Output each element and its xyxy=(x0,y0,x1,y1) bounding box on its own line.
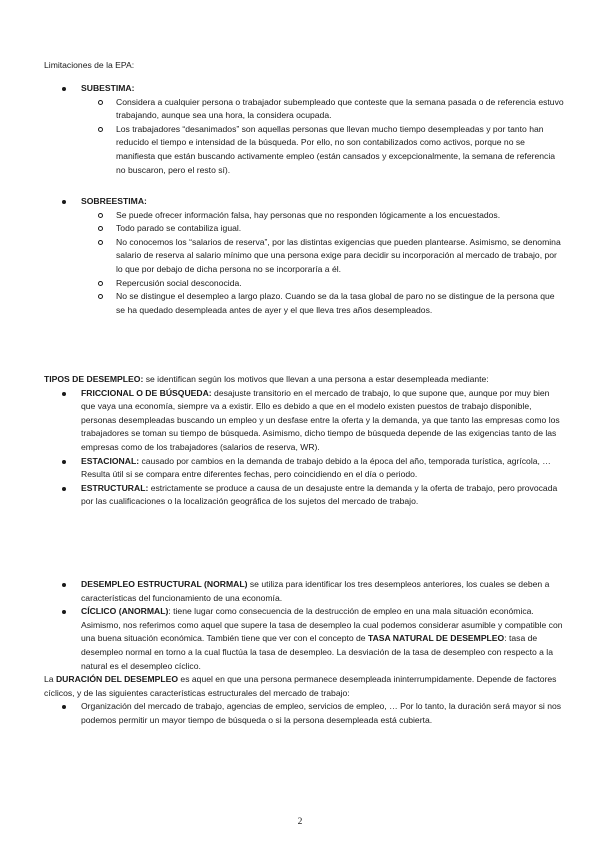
subestima-item: Considera a cualquier persona o trabajador subempleado que conteste que la semana pasada o de referencia estuvo trabajando, aunque sea una hora, la considera ocupada. xyxy=(44,96,564,123)
ciclico-label: CÍCLICO (ANORMAL) xyxy=(81,606,169,617)
ciclico-text: : tiene lugar como consecuencia de la destrucción de empleo en una mala situación económica. Asimismo, nos referimos como aquel que supere la tasa de desempleo la cual podemos considerar asumible y compatible con una buena situación económica. También tiene que ver con el concepto de xyxy=(81,606,563,644)
tipo-label: FRICCIONAL O DE BÚSQUEDA: xyxy=(81,387,212,398)
tipo-text: desajuste transitorio en el mercado de trabajo, lo que supone que, aunque por muy bien que vaya una economía, siempre va a existir. Ello es debido a que en el modelo existen puestos de trabajo disponible, personas desempleadas buscando un empleo y un desfase entre la oferta y la demanda, ya que tanto las empresas como los trabajadores se toman su tiempo de búsqueda. Asimismo, dicho tiempo de búsqueda depende de las exigencias tanto de las empresas como de los trabajadores (salarios de reserva, WR). xyxy=(81,387,560,452)
subestima-bullet xyxy=(44,82,564,96)
sobreestima-item: No conocemos los “salarios de reserva”, por las distintas exigencias que pueden plantearse. Asimismo, se denomina salario de reserva al salario mínimo que una persona exige para decidir su incorporación al mercado de trabajo, por lo que por debajo de dicha persona no se incorporaría a él. xyxy=(44,236,564,277)
tipos-heading: TIPOS DE DESEMPLEO: xyxy=(44,374,144,384)
tipo-item-friccional xyxy=(44,387,564,455)
tipos-section xyxy=(44,373,564,509)
sobreestima-item: Repercusión social desconocida. xyxy=(44,277,564,291)
tasa-natural-label: TASA NATURAL DE DESEMPLEO xyxy=(367,633,505,644)
duracion-item: Organización del mercado de trabajo, agencias de empleo, servicios de empleo, … Por lo tanto, la duración será mayor si nos podemos permitir un mayor tiempo de búsqueda o si la persona desempleada está cubierta. xyxy=(44,700,564,727)
tipo-text: estrictamente se produce a causa de un desajuste entre la demanda y la oferta de trabajo, pero provocada por las cualificaciones o la localización geográfica de los sujetos del mercado de trabajo. xyxy=(81,482,558,507)
duracion-post: es aquel en que una persona permanece desempleada ininterrumpidamente. Depende de factores cíclicos, y de las siguientes características estructurales del mercado de trabajo: xyxy=(44,674,557,698)
duracion-label: DURACIÓN DEL DESEMPLEO xyxy=(55,674,179,684)
sobreestima-label: SOBREESTIMA: xyxy=(81,196,147,206)
page-number: 2 xyxy=(297,817,303,827)
ciclico-item xyxy=(44,605,564,673)
estructural-normal-item xyxy=(44,578,564,605)
tipos-heading-text: se identifican según los motivos que llevan a una persona a estar desempleada mediante: xyxy=(143,374,489,384)
estructural-normal-text: se utiliza para identificar los tres desempleos anteriores, los cuales se deben a características del funcionamiento de una economía. xyxy=(81,579,550,603)
tipos-paragraph xyxy=(44,373,564,387)
sobreestima-item: No se distingue el desempleo a largo plazo. Cuando se da la tasa global de paro no se distingue de la persona que se ha quedado desempleada antes de ayer y el que lleva tres años desempleados. xyxy=(44,290,564,317)
sobreestima-section xyxy=(44,195,564,317)
tipo-item-estructural xyxy=(44,482,564,509)
sobreestima-item: Todo parado se contabiliza igual. xyxy=(44,222,564,236)
intro-line: Limitaciones de la EPA: xyxy=(44,60,135,70)
duracion-paragraph xyxy=(44,673,564,700)
tasa-natural-text: : tasa de desempleo normal en torno a la cual fluctúa la tasa de desempleo. La desviación de la tasa de desempleo con respecto a la natural es el desempleo cíclico. xyxy=(81,633,553,671)
duracion-pre: La xyxy=(44,674,56,684)
sobreestima-item: Se puede ofrecer información falsa, hay personas que no responden lógicamente a los encuestados. xyxy=(44,209,564,223)
tipo-label: ESTRUCTURAL: xyxy=(81,482,149,493)
tipo-text: causado por cambios en la demanda de trabajo debido a la época del año, temporada turística, agrícola, … Resulta útil si se compara entre diferentes fechas, pero coincidiendo en el día o periodo. xyxy=(81,455,551,480)
tipo-label: ESTACIONAL: xyxy=(81,455,140,466)
subestima-section xyxy=(44,82,564,177)
duracion-section xyxy=(44,673,564,727)
sobreestima-bullet xyxy=(44,195,564,209)
tipo-item-estacional xyxy=(44,455,564,482)
subestima-label: SUBESTIMA: xyxy=(81,83,135,93)
estructural-ciclico-section xyxy=(44,578,564,673)
estructural-normal-label: DESEMPLEO ESTRUCTURAL (NORMAL) xyxy=(81,579,248,589)
subestima-item: Los trabajadores “desanimados” son aquellas personas que llevan mucho tiempo desempleadas y por tanto han reducido el tiempo e intensidad de la búsqueda. Por ello, no son contabilizados como activos, porque no se manifiesta que están buscando activamente empleo (están cansados y excepcionalmente, la semana de referencia no buscaron, pero el resto sí). xyxy=(44,123,564,177)
